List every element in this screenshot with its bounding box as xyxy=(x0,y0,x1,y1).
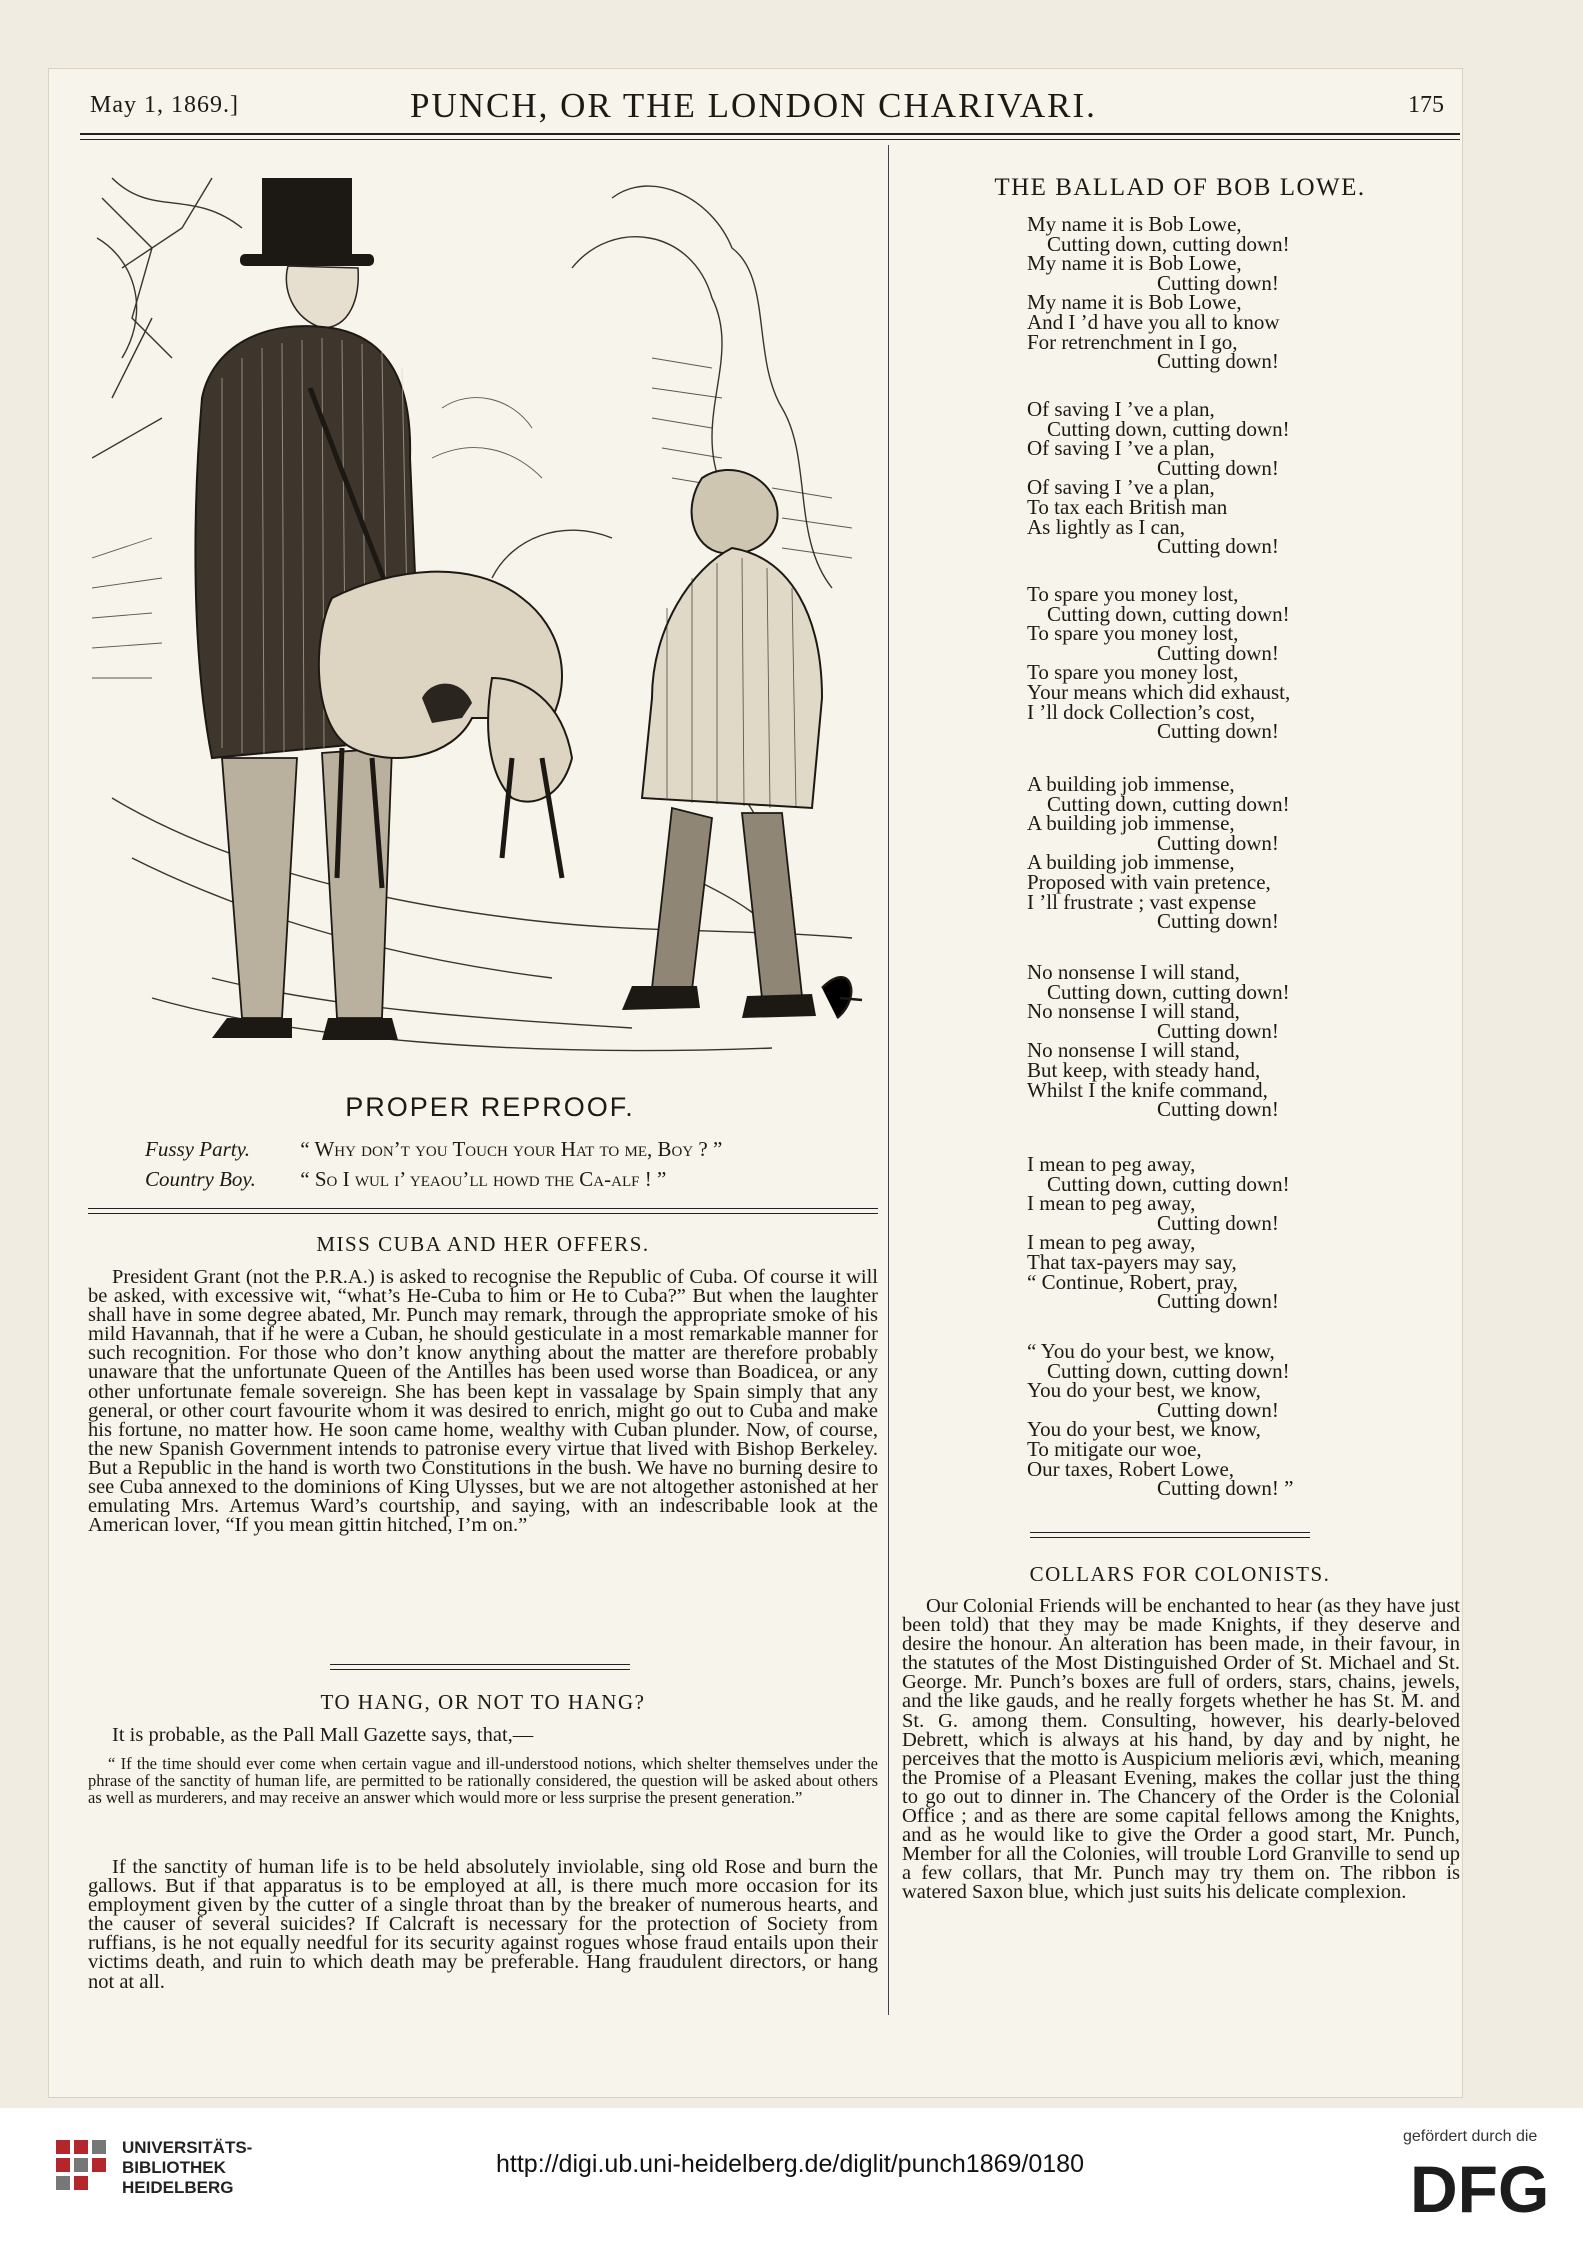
library-name-line: HEIDELBERG xyxy=(122,2178,234,2197)
verse-line: Cutting down, cutting down! xyxy=(1047,979,1290,1004)
article-body-cuba xyxy=(88,1268,878,1535)
verse-line: Of saving I ’ve a plan, xyxy=(1027,475,1215,500)
article-heading-hang: TO HANG, OR NOT TO HANG? xyxy=(320,1690,646,1714)
verse-line: I mean to peg away, xyxy=(1027,1152,1196,1176)
ballad-stanza-6 xyxy=(1027,1152,1447,1314)
verse-line: To spare you money lost, xyxy=(1027,582,1239,606)
verse-line: Cutting down, cutting down! xyxy=(1047,231,1290,256)
caption-line-2: “ So I wul i’ yeaou’ll howd the Ca-alf ! ” xyxy=(300,1167,667,1191)
verse-line: I ’ll dock Collection’s cost, xyxy=(1027,699,1256,724)
verse-line: And I ’d have you all to know xyxy=(1027,309,1280,334)
dfg-logo-icon xyxy=(1410,2154,1560,2220)
verse-line: I mean to peg away, xyxy=(1027,1230,1196,1255)
funded-by-label: gefördert durch die xyxy=(1403,2128,1538,2145)
verse-line: No nonsense I will stand, xyxy=(1027,999,1240,1024)
verse-line: No nonsense I will stand, xyxy=(1027,1038,1240,1063)
verse-line: To mitigate our woe, xyxy=(1027,1436,1202,1461)
verse-line: Cutting down, cutting down! xyxy=(1047,1171,1290,1196)
verse-line: Cutting down! xyxy=(1157,534,1279,559)
verse-line: Your means which did exhaust, xyxy=(1027,679,1291,704)
ballad-stanza-3 xyxy=(1027,582,1447,744)
column-divider xyxy=(888,145,889,2015)
speaker-country-boy: Country Boy. xyxy=(145,1167,256,1191)
verse-line: Cutting down! xyxy=(1157,1018,1279,1043)
speaker-fussy-party: Fussy Party. xyxy=(145,1137,250,1161)
verse-line: Cutting down! xyxy=(1157,640,1279,665)
verse-line: Cutting down, cutting down! xyxy=(1047,416,1290,441)
verse-line: Our taxes, Robert Lowe, xyxy=(1027,1456,1235,1481)
article-body-collars xyxy=(902,1597,1460,1903)
verse-line: You do your best, we know, xyxy=(1027,1417,1261,1442)
verse-line: A building job immense, xyxy=(1027,772,1235,796)
cartoon-illustration xyxy=(92,158,868,1088)
verse-line: Cutting down! xyxy=(1157,1397,1279,1422)
verse-line: Cutting down! xyxy=(1157,719,1279,744)
quoted-passage xyxy=(88,1756,878,1806)
masthead-title: PUNCH, OR THE LONDON CHARIVARI. xyxy=(410,86,1097,125)
library-name-line: UNIVERSITÄTS- xyxy=(122,2138,253,2157)
collars-paragraph: Our Colonial Friends will be enchanted to hear (as they have just been told) that they may be made Knights, if they deserve and desire the honour. An alteration has been made, in their favour, in the statutes of the Most Distinguished Order of St. Michael and St. George. Mr. Punch’s boxes are full of orders, stars, chains, jewels, and the like gauds, and he really forgets whether he has St. M. and St. G. among them. Consulting, however, his dearly-beloved Debrett, which is always at his hand, by day and by night, he perceives that the motto is Auspicium melioris ævi, which, meaning the Promise of a Pleasant Evening, makes the collar just the thing to go out to dinner in. The Chancery of the Order is the Colonial Office ; and as there are some capital fellows among the Knights, and as he would like to give the Order a good start, Mr. Punch, Member for all the Colonies, will trouble Lord Granville to send up a few collars, that Mr. Punch may try them on. The ribbon is watered Saxon blue, which just suits his delicate complexion. xyxy=(902,1595,1460,1904)
verse-line: Cutting down! xyxy=(1157,455,1279,480)
ballad-stanza-2 xyxy=(1027,397,1447,559)
page-number: 175 xyxy=(1408,92,1444,118)
ballad-stanza-7 xyxy=(1027,1339,1447,1501)
verse-line: No nonsense I will stand, xyxy=(1027,960,1240,984)
article-body-hang xyxy=(88,1858,878,1992)
caption-line-1: “ Why don’t you Touch your Hat to me, Boy ? ” xyxy=(300,1137,723,1161)
verse-line: To spare you money lost, xyxy=(1027,621,1239,646)
verse-line: My name it is Bob Lowe, xyxy=(1027,212,1242,236)
verse-line: Cutting down! ” xyxy=(1157,1476,1294,1501)
verse-line: Proposed with vain pretence, xyxy=(1027,869,1271,894)
verse-line: You do your best, we know, xyxy=(1027,1378,1261,1403)
dfg-logo-text: DFG xyxy=(1410,2154,1550,2220)
ballad-stanza-5 xyxy=(1027,960,1447,1122)
verse-line: Cutting down! xyxy=(1157,830,1279,855)
verse-line: A building job immense, xyxy=(1027,850,1235,875)
verse-line: Cutting down! xyxy=(1157,1210,1279,1235)
header-rule-thin xyxy=(80,139,1460,140)
verse-line: To spare you money lost, xyxy=(1027,660,1239,685)
verse-line: To tax each British man xyxy=(1027,494,1228,519)
gazette-quote: “ If the time should ever come when certain vague and ill-understood notions, which shelter themselves under the phrase of the sanctity of human life, are permitted to be rationally considered, the question will be asked about others as well as murderers, and may receive an answer which would more or less surprise the present generation.” xyxy=(88,1754,878,1807)
engraving-drawing xyxy=(92,158,868,1088)
verse-line: But keep, with steady hand, xyxy=(1027,1057,1261,1082)
page-header xyxy=(90,86,1460,132)
article-heading-cuba: MISS CUBA AND HER OFFERS. xyxy=(316,1232,650,1256)
verse-line: Cutting down! xyxy=(1157,1289,1279,1314)
article-heading-collars: COLLARS FOR COLONISTS. xyxy=(1029,1562,1331,1586)
issue-date: May 1, 1869.] xyxy=(90,92,239,118)
verse-line: Cutting down, cutting down! xyxy=(1047,791,1290,816)
cuba-paragraph: President Grant (not the P.R.A.) is asked to recognise the Republic of Cuba. Of course it will be asked, with excessive wit, “what’s He-Cuba to him or He to Cuba?” But when the laughter shall have in some degree abated, Mr. Punch may remark, through the appropriate smoke of his mild Havannah, that if he were a Cuban, he should gesticulate in a most remarkable manner for such recognition. For those who don’t know anything about the matter are therefore probably unaware that the unfortunate Queen of the Antilles has been used worse than Boadicea, or any other unfortunate female sovereign. She has been kept in vassalage by Spain simply that any general, or other court favourite whom it was desired to enrich, might go out to Cuba and make his fortune, no matter how. He soon came home, wealthy with Cuban plunder. Now, of course, the new Spanish Government intends to patronise every virtue that lived with Bishop Berkeley. But a Republic in the hand is worth two Constitutions in the bush. We have no burning desire to see Cuba annexed to the dominions of King Ulysses, but we are not altogether astonished at her emulating Mrs. Artemus Ward’s courtship, and saying, with an indescribable look at the American lover, “If you mean gittin hitched, I’m on.” xyxy=(88,1266,878,1537)
verse-line: Of saving I ’ve a plan, xyxy=(1027,436,1215,461)
verse-line: Cutting down! xyxy=(1157,270,1279,295)
verse-line: For retrenchment in I go, xyxy=(1027,329,1238,354)
hang-paragraph: If the sanctity of human life is to be held absolutely inviolable, sing old Rose and burn the gallows. But if that apparatus is to be employed at all, is there much more occasion for its employment given by the cutter of a single throat than by the breaker of numerous hearts, and the causer of several suicides? If Calcraft is necessary for the protection of Society from ruffians, is he not equally needful for its security against rogues whose fraud entails upon their victims death, and ruin to which death may be preferable. Hang fraudulent directors, or hang not at all. xyxy=(88,1856,878,1993)
verse-line: I ’ll frustrate ; vast expense xyxy=(1027,889,1257,914)
cartoon-title: PROPER REPROOF. xyxy=(345,1092,635,1122)
header-rule xyxy=(80,133,1460,135)
verse-line: A building job immense, xyxy=(1027,811,1235,836)
section-divider xyxy=(88,1208,878,1209)
verse-line: “ Continue, Robert, pray, xyxy=(1027,1269,1238,1294)
verse-line: My name it is Bob Lowe, xyxy=(1027,251,1242,276)
verse-line: Whilst I the knife command, xyxy=(1027,1077,1268,1102)
verse-line: Cutting down, cutting down! xyxy=(1047,1358,1290,1383)
library-name xyxy=(122,2138,252,2198)
ballad-stanza-4 xyxy=(1027,772,1447,934)
verse-line: “ You do your best, we know, xyxy=(1027,1339,1275,1363)
verse-line: That tax-payers may say, xyxy=(1027,1249,1237,1274)
library-name-line: BIBLIOTHEK xyxy=(122,2158,226,2177)
verse-line: Of saving I ’ve a plan, xyxy=(1027,397,1215,421)
verse-line: My name it is Bob Lowe, xyxy=(1027,290,1242,315)
short-divider xyxy=(1030,1532,1310,1533)
hang-intro: It is probable, as the Pall Mall Gazette says, that,— xyxy=(112,1724,534,1746)
ballad-stanza-1 xyxy=(1027,212,1447,374)
verse-line: Cutting down! xyxy=(1157,349,1279,374)
ballad-heading: THE BALLAD OF BOB LOWE. xyxy=(994,174,1366,201)
article-intro-hang xyxy=(88,1726,878,1745)
verse-line: Cutting down! xyxy=(1157,1097,1279,1122)
verse-line: As lightly as I can, xyxy=(1027,514,1186,539)
verse-line: I mean to peg away, xyxy=(1027,1191,1196,1216)
short-divider xyxy=(330,1664,630,1665)
verse-line: Cutting down! xyxy=(1157,909,1279,934)
cartoon-caption xyxy=(145,1134,885,1194)
verse-line: Cutting down, cutting down! xyxy=(1047,601,1290,626)
university-library-logo-icon xyxy=(56,2140,116,2202)
source-url-link[interactable]: http://digi.ub.uni-heidelberg.de/diglit/punch1869/0180 xyxy=(496,2150,1084,2178)
